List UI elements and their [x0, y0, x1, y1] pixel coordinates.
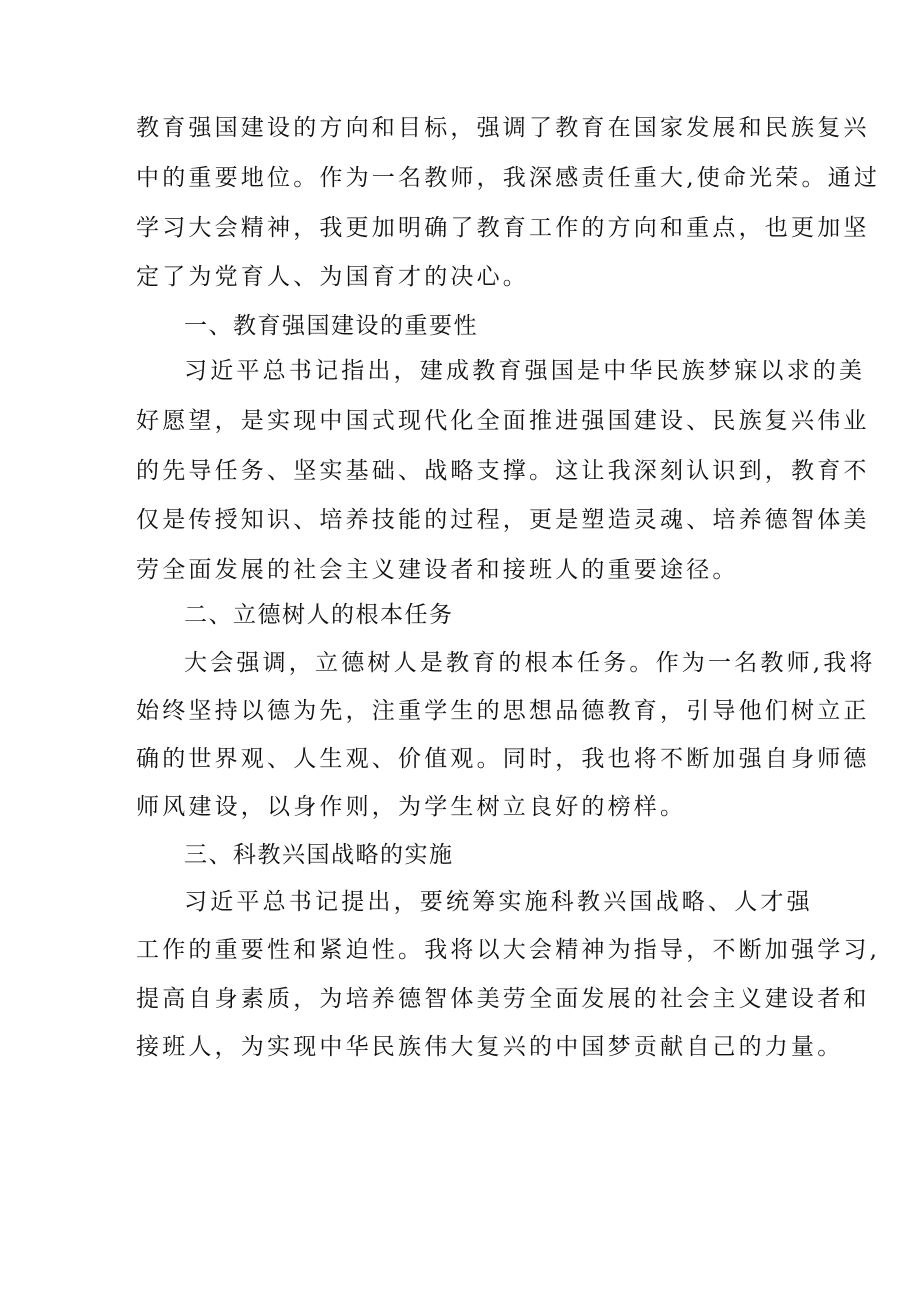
paragraph-line: 大会强调，立德树人是教育的根本任务。作为一名教师,我将 — [184, 650, 876, 676]
section-heading: 三、科教兴国战略的实施 — [184, 842, 454, 868]
paragraph-line: 提高自身素质，为培养德智体美劳全面发展的社会主义建设者和 — [136, 986, 870, 1012]
paragraph-line: 仅是传授知识、培养技能的过程，更是塑造灵魂、培养德智体美 — [136, 507, 870, 533]
section-heading: 二、立德树人的根本任务 — [184, 602, 454, 628]
paragraph-line: 工作的重要性和紧迫性。我将以大会精神为指导，不断加强学习, — [136, 937, 881, 963]
paragraph-line: 师风建设，以身作则，为学生树立良好的榜样。 — [136, 794, 687, 820]
paragraph-line: 学习大会精神，我更加明确了教育工作的方向和重点，也更加坚 — [136, 215, 870, 241]
paragraph-line: 中的重要地位。作为一名教师，我深感责任重大,使命光荣。通过 — [136, 165, 881, 191]
paragraph-line: 定了为党育人、为国育才的决心。 — [136, 264, 529, 290]
paragraph-line: 确的世界观、人生观、价值观。同时，我也将不断加强自身师德 — [136, 746, 870, 772]
paragraph-line: 接班人，为实现中华民族伟大复兴的中国梦贡献自己的力量。 — [136, 1034, 844, 1060]
paragraph-line: 始终坚持以德为先，注重学生的思想品德教育，引导他们树立正 — [136, 698, 870, 724]
paragraph-line: 好愿望，是实现中国式现代化全面推进强国建设、民族复兴伟业 — [136, 408, 870, 434]
section-heading: 一、教育强国建设的重要性 — [184, 313, 478, 339]
paragraph-line: 教育强国建设的方向和目标，强调了教育在国家发展和民族复兴 — [136, 115, 870, 141]
paragraph-line: 的先导任务、坚实基础、战略支撑。这让我深刻认识到，教育不 — [136, 458, 870, 484]
paragraph-line: 习近平总书记指出，建成教育强国是中华民族梦寐以求的美 — [184, 358, 866, 384]
paragraph-line: 习近平总书记提出，要统筹实施科教兴国战略、人才强 — [184, 889, 813, 915]
paragraph-line: 劳全面发展的社会主义建设者和接班人的重要途径。 — [136, 557, 739, 583]
